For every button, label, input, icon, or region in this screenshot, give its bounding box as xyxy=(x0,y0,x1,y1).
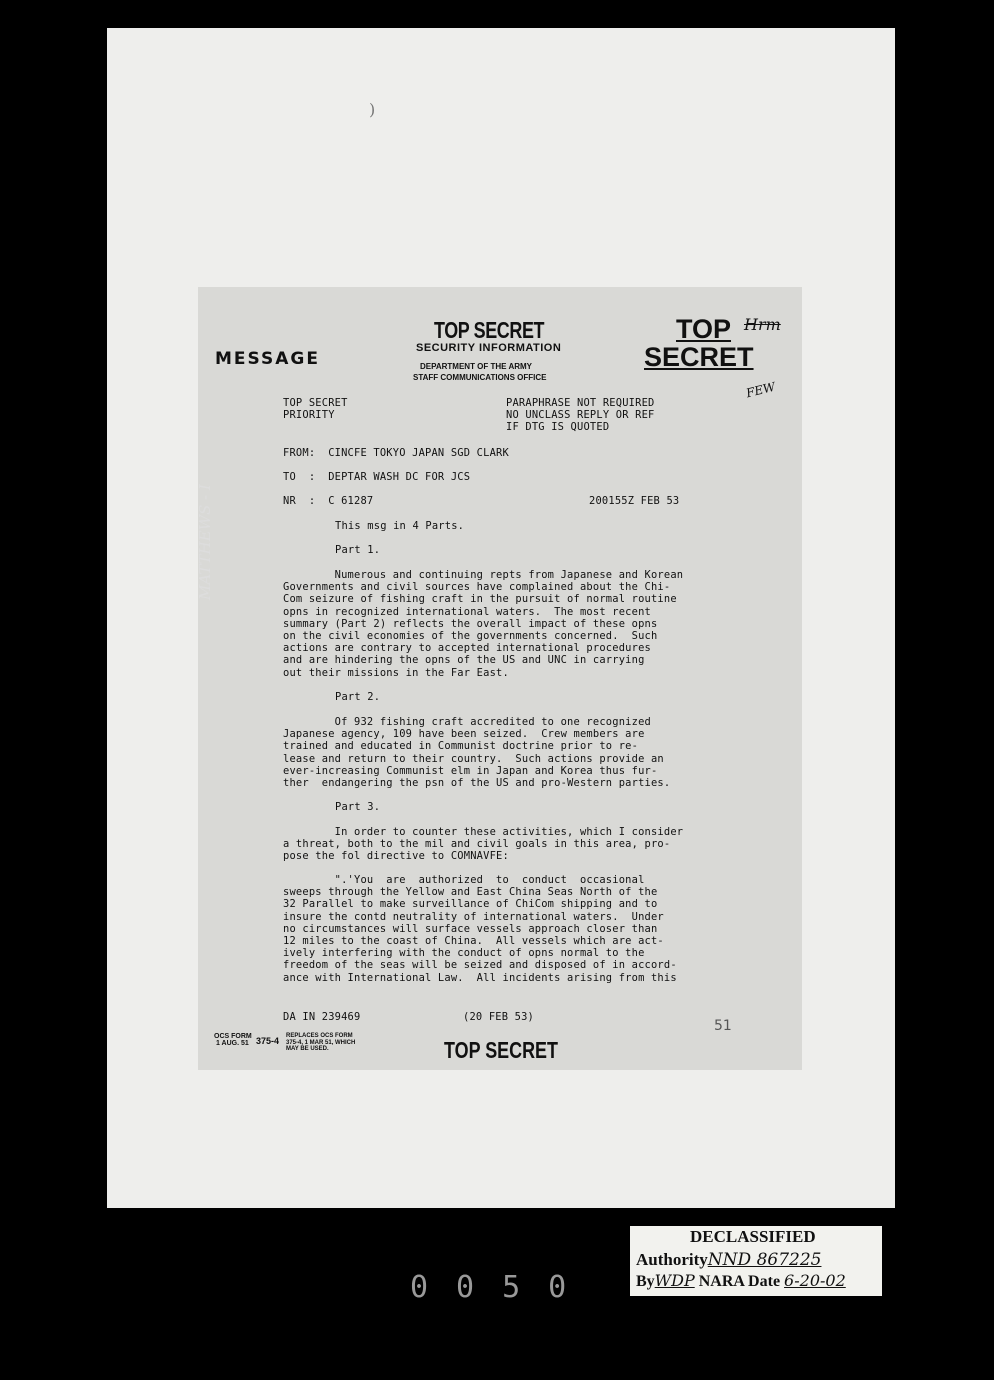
message-form xyxy=(198,287,802,1070)
department-label: DEPARTMENT OF THE ARMY xyxy=(420,362,532,371)
office-label: STAFF COMMUNICATIONS OFFICE xyxy=(413,373,547,382)
by-line xyxy=(636,1271,846,1291)
part-3-body: In order to counter these activities, which I consider a threat, both to the mil and civil goals in this area, pro- pose the fol directive to COMNAVFE: xyxy=(283,826,684,863)
form-label: OCS FORM 1 AUG. 51 xyxy=(214,1033,252,1047)
form-number: 375-4 xyxy=(256,1036,280,1046)
part-3-heading: Part 3. xyxy=(335,801,381,813)
date-time-group: 200155Z FEB 53 xyxy=(589,495,680,507)
part-1-heading: Part 1. xyxy=(335,544,381,556)
handwritten-margin-note: MATTHEWS - I xyxy=(196,484,214,600)
da-in-number: DA IN 239469 xyxy=(283,1011,361,1023)
frame-number: 0050 xyxy=(410,1270,595,1305)
from-line: FROM: CINCFE TOKYO JAPAN SGD CLARK xyxy=(283,447,509,459)
by-value: WDP xyxy=(654,1271,695,1290)
directive-text: ".'You are authorized to conduct occasional sweeps through the Yellow and East China Seas North of the 32 Parallel to make surveillance of ChiCom shipping and to insure the contd neutrality of international waters. Under no circumstances will surface vessels approach closer than 12 miles to the coast of China. All vessels which are act- ively interfering with the conduct of opns normal to the freedom of the seas will be seized and disposed of in accord- ance with International Law. All incidents arising from this xyxy=(283,874,677,984)
to-line: TO : DEPTAR WASH DC FOR JCS xyxy=(283,471,471,483)
nara-date-value: 6-20-02 xyxy=(784,1271,846,1290)
precedence-line: PRIORITY xyxy=(283,409,335,421)
part-1-body: Numerous and continuing repts from Japanese and Korean Governments and civil sources have complained about the Chi- Com seizure of fishing craft in the pursuit of normal routine opns in recognized international waters. The most recent summary (Part 2) reflects the overall impact of these opns on the civil economies of the governments concerned. Such actions are contrary to accepted international procedures and are hindering the opns of the US and UNC in carrying out their missions in the Far East. xyxy=(283,569,684,679)
handwritten-few: FEW xyxy=(744,379,777,401)
classification-line: TOP SECRET xyxy=(283,397,348,409)
stamp-line-secret: SECRET xyxy=(644,342,754,372)
parts-note: This msg in 4 Parts. xyxy=(335,520,465,532)
authority-label: Authority xyxy=(636,1250,708,1269)
part-2-heading: Part 2. xyxy=(335,691,381,703)
declassification-stamp xyxy=(630,1226,882,1296)
classification-footer: TOP SECRET xyxy=(444,1037,558,1063)
handwritten-initials: Hrm xyxy=(744,315,781,334)
replaces-note: REPLACES OCS FORM 375-4, 1 MAR 51, WHICH MAY BE USED. xyxy=(286,1033,356,1052)
declassified-title: DECLASSIFIED xyxy=(690,1227,816,1246)
nara-date-label: NARA Date xyxy=(694,1273,785,1290)
form-title: MESSAGE xyxy=(215,349,320,369)
part-2-body: Of 932 fishing craft accredited to one recognized Japanese agency, 109 have been seized. Crew members are trained and educated in Communist doctrine prior to re- lease and return to their country. Such actions provide an ever-increasing Communist elm in Japan and Korea thus fur- ther endangering the psn of the US and pro-Western parties. xyxy=(283,716,671,790)
da-in-date: (20 FEB 53) xyxy=(463,1011,535,1023)
handling-instructions: PARAPHRASE NOT REQUIRED NO UNCLASS REPLY OR REF IF DTG IS QUOTED xyxy=(506,397,655,434)
stamp-line-top: TOP xyxy=(676,314,732,344)
top-secret-stamp xyxy=(644,315,754,371)
authority-value: NND 867225 xyxy=(707,1250,822,1270)
nr-line: NR : C 61287 xyxy=(283,495,374,507)
authority-line xyxy=(636,1250,821,1270)
stray-mark: ) xyxy=(369,100,376,119)
page-number: 51 xyxy=(714,1018,732,1034)
security-information: SECURITY INFORMATION xyxy=(416,342,562,354)
by-label: By xyxy=(636,1273,655,1290)
classification-header: TOP SECRET xyxy=(434,317,545,343)
